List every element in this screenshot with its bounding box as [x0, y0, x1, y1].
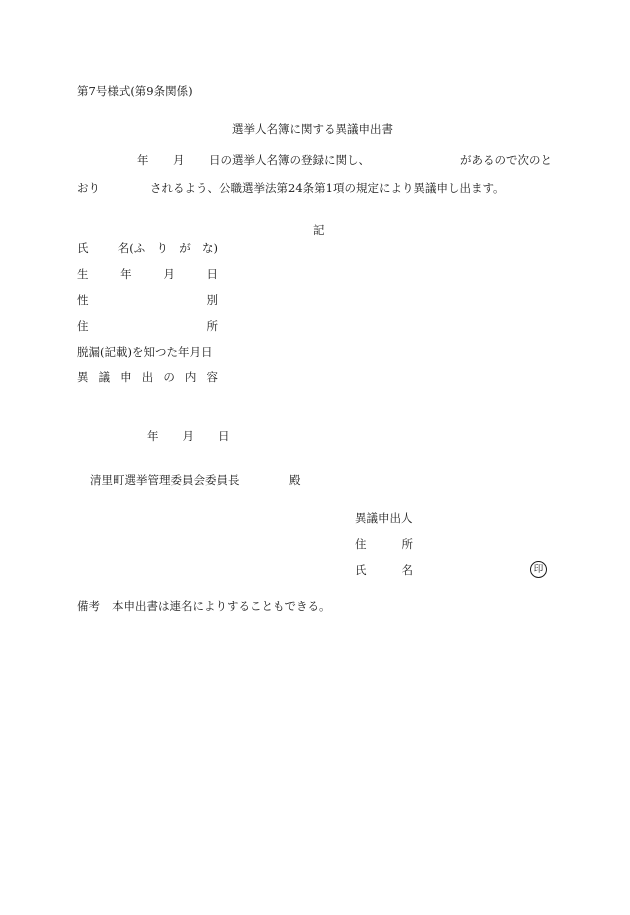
applicant-name-part: 名: [401, 563, 413, 577]
form-number: 第7号様式(第9条関係): [77, 84, 193, 98]
item-birthdate: [77, 269, 218, 281]
item-content-part: 異: [77, 370, 89, 384]
body-month-label: 月: [173, 153, 185, 167]
item-birth-part: 年: [120, 267, 132, 281]
item-content-part: の: [163, 370, 175, 384]
body-year-label: 年: [137, 153, 149, 167]
body-line1-tail: があるので次のと: [460, 153, 552, 167]
date-year-label: 年: [147, 429, 159, 443]
item-name-part: な): [202, 241, 218, 255]
applicant-address-part: 所: [401, 537, 413, 551]
item-name-part: が: [179, 241, 191, 255]
applicant-name-label: [355, 565, 413, 577]
date-day-label: 日: [218, 429, 230, 443]
item-name-furigana: [77, 243, 218, 255]
applicant-address-label: [355, 539, 413, 551]
item-birth-part: 月: [163, 267, 175, 281]
applicant-address-part: 住: [355, 537, 367, 551]
item-sex-part: 性: [77, 293, 89, 307]
seal-mark: 印: [530, 561, 547, 578]
item-address-part: 住: [77, 319, 89, 333]
item-name-part: 名(ふ: [117, 241, 146, 255]
item-address: [77, 321, 218, 333]
item-content-part: 申: [120, 370, 132, 384]
item-content-part: 議: [98, 370, 111, 384]
item-content-part: 容: [206, 370, 218, 384]
document-title: 選挙人名簿に関する異議申出書: [232, 122, 393, 136]
addressee-honorific: 殿: [289, 473, 301, 487]
date-month-label: 月: [182, 429, 194, 443]
body-line2-head: おり: [77, 181, 100, 195]
item-birth-part: 日: [206, 267, 218, 281]
item-address-part: 所: [206, 319, 218, 333]
ki-heading: 記: [313, 223, 325, 237]
item-content-part: 出: [141, 370, 154, 384]
applicant-heading: 異議申出人: [355, 511, 413, 525]
addressee: 清里町選挙管理委員会委員長: [90, 473, 240, 487]
item-content-part: 内: [184, 370, 197, 384]
body-line1-text: 日の選挙人名簿の登録に関し、: [209, 153, 370, 167]
item-omission-date: 脱漏(記載)を知つた年月日: [77, 345, 213, 359]
item-sex: [77, 295, 218, 307]
body-line2-text: されるよう、公職選挙法第24条第1項の規定により異議申し出ます。: [150, 181, 505, 195]
item-sex-part: 別: [206, 293, 218, 307]
remarks-note: [77, 601, 331, 613]
item-objection-content: [77, 372, 218, 384]
remarks-text: 本申出書は連名によりすることもできる。: [112, 599, 331, 613]
item-name-part: り: [156, 241, 168, 255]
item-birth-part: 生: [77, 267, 89, 281]
remarks-label: 備考: [77, 599, 100, 613]
submission-date: [147, 431, 230, 443]
item-name-part: 氏: [77, 241, 89, 255]
applicant-name-part: 氏: [355, 563, 367, 577]
